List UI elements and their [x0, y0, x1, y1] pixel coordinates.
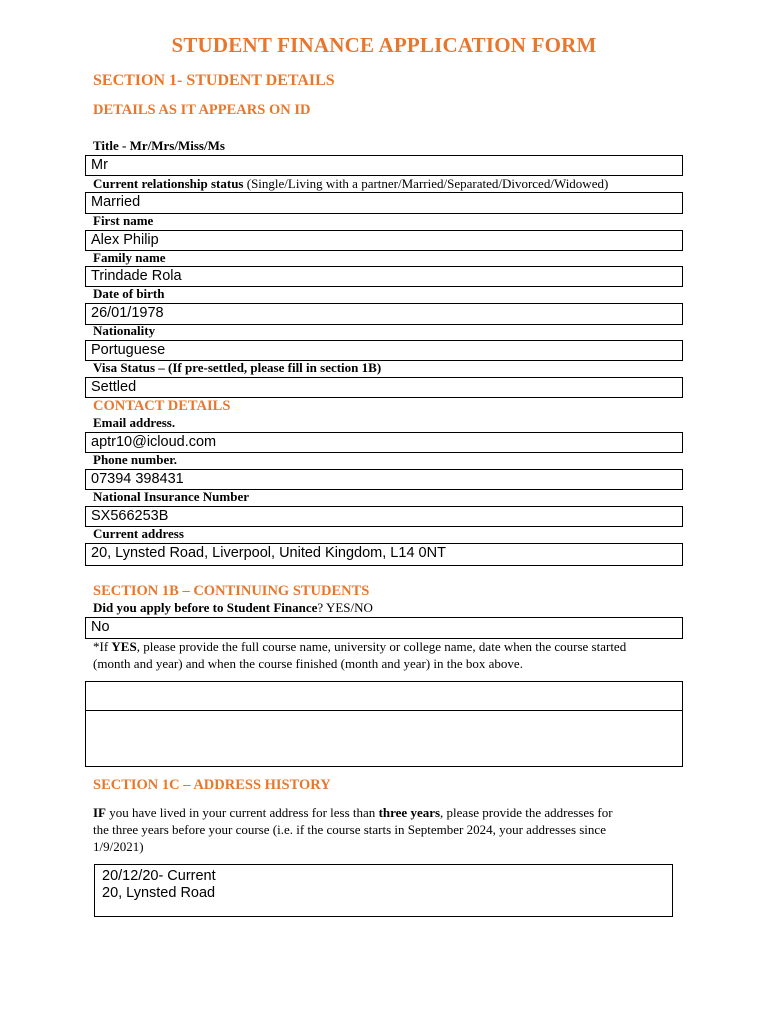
relationship-field[interactable]: Married — [85, 192, 683, 214]
email-label: Email address. — [93, 415, 176, 430]
phone-field[interactable]: 07394 398431 — [85, 469, 683, 490]
dob-label: Date of birth — [93, 286, 165, 301]
title-field[interactable]: Mr — [85, 155, 683, 176]
ni-label: National Insurance Number — [93, 489, 250, 504]
section-1-subheading: DETAILS AS IT APPEARS ON ID — [93, 102, 311, 118]
contact-heading: CONTACT DETAILS — [93, 398, 231, 414]
section-1c-heading: SECTION 1C – ADDRESS HISTORY — [93, 777, 331, 793]
form-title: STUDENT FINANCE APPLICATION FORM — [171, 33, 597, 57]
visa-field[interactable]: Settled — [85, 377, 683, 398]
family-name-field[interactable]: Trindade Rola — [85, 266, 683, 287]
address-label: Current address — [93, 526, 184, 541]
previous-course-header-field[interactable] — [85, 681, 683, 711]
address-history-line: 20/12/20- Current — [102, 868, 216, 884]
address-history-instructions: IF you have lived in your current address for less than three years, please provide the addresses for the three years before your course (i.e. if the course starts in September 2024, your addresses since 1/9/2021) — [93, 805, 613, 854]
nationality-field[interactable]: Portuguese — [85, 340, 683, 361]
address-history-field[interactable] — [94, 864, 673, 917]
section-1-heading: SECTION 1- STUDENT DETAILS — [93, 72, 335, 89]
dob-field[interactable]: 26/01/1978 — [85, 303, 683, 325]
relationship-hint: (Single/Living with a partner/Married/Separated/Divorced/Widowed) — [243, 176, 609, 191]
ni-field[interactable]: SX566253B — [85, 506, 683, 527]
family-name-label: Family name — [93, 250, 166, 265]
address-history-line: 20, Lynsted Road — [102, 884, 216, 901]
nationality-label: Nationality — [93, 323, 156, 338]
relationship-label: Current relationship status (Single/Living with a partner/Married/Separated/Divorced/Widowed) — [93, 176, 609, 191]
continuing-note: *If YES, please provide the full course name, university or college name, date when the course started (month and year) and when the course finished (month and year) in the box above. — [93, 639, 627, 671]
section-1b-heading: SECTION 1B – CONTINUING STUDENTS — [93, 583, 370, 599]
phone-label: Phone number. — [93, 452, 178, 467]
visa-label: Visa Status – (If pre-settled, please fill in section 1B) — [93, 360, 382, 375]
email-field[interactable]: aptr10@icloud.com — [85, 432, 683, 453]
previous-course-details-field[interactable] — [85, 710, 683, 767]
address-field[interactable]: 20, Lynsted Road, Liverpool, United Kingdom, L14 0NT — [85, 543, 683, 566]
first-name-label: First name — [93, 213, 154, 228]
continuing-question: Did you apply before to Student Finance? YES/NO — [93, 600, 373, 615]
continuing-answer-field[interactable]: No — [85, 617, 683, 639]
first-name-field[interactable]: Alex Philip — [85, 230, 683, 251]
title-label: Title - Mr/Mrs/Miss/Ms — [93, 138, 225, 153]
